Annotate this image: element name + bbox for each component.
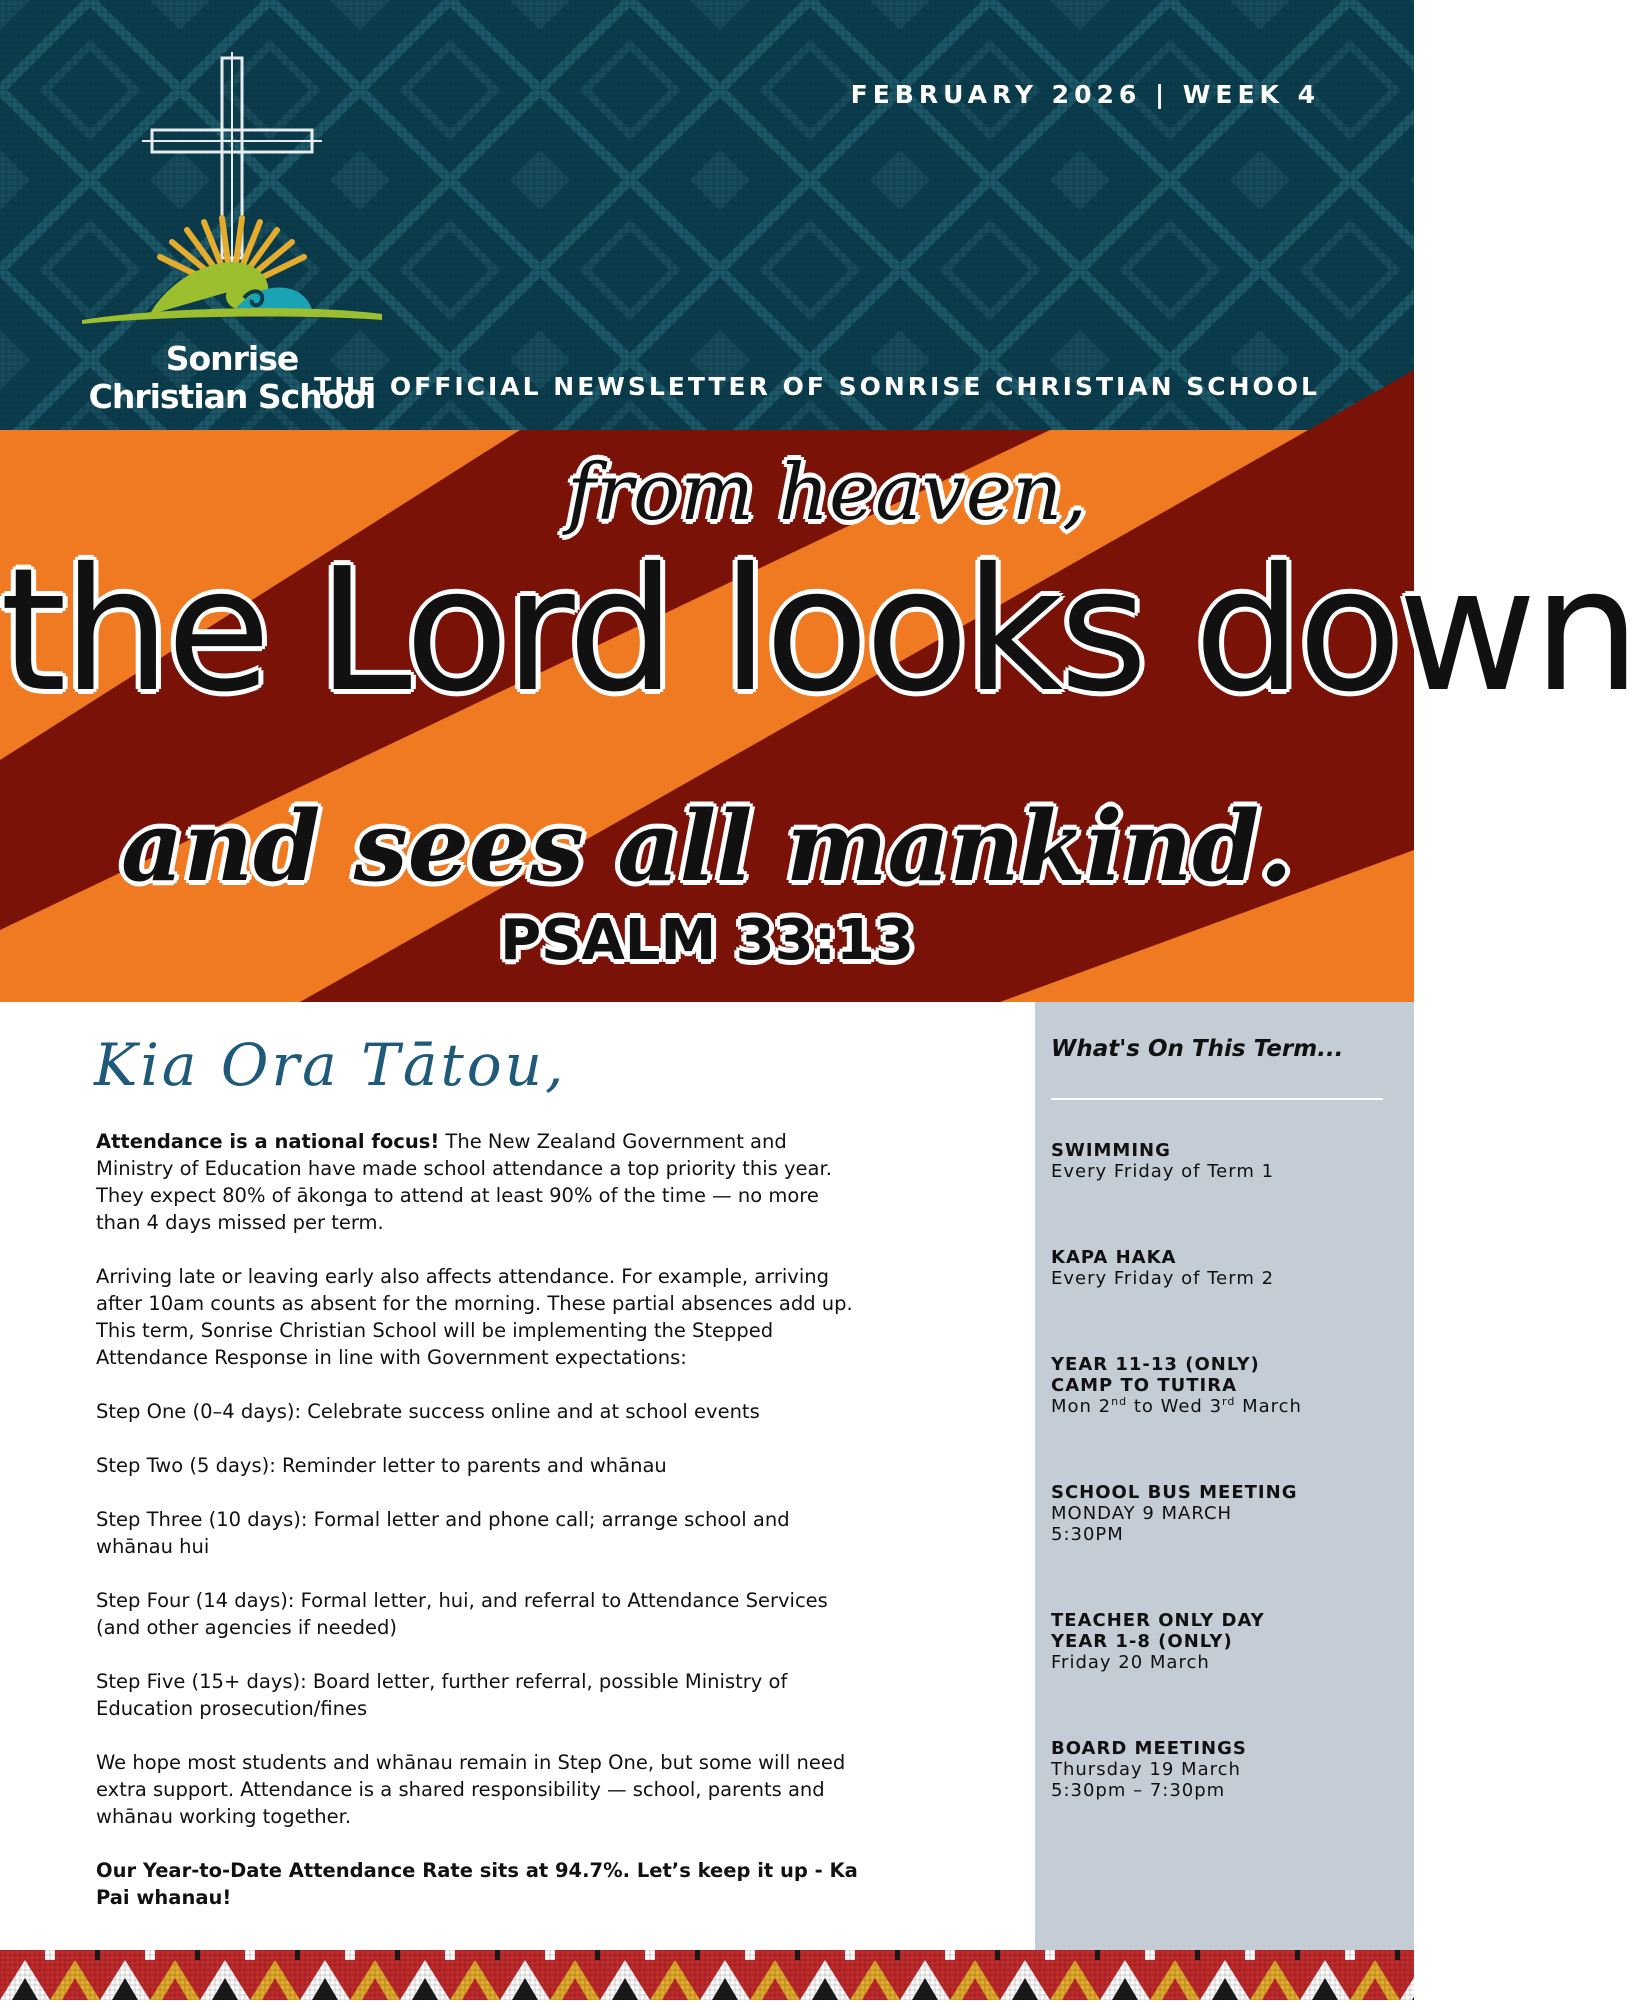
newsletter-header [0,0,1414,430]
event-month: March [1235,1396,1302,1417]
sidebar-title: What's On This Term... [1051,1036,1344,1062]
event-title-2: CAMP TO TUTIRA [1051,1375,1238,1396]
event-title: SWIMMING [1051,1140,1171,1161]
ordinal-suffix: nd [1111,1395,1128,1408]
event-title-2: YEAR 1-8 (ONLY) [1051,1631,1233,1652]
intro-bold-text: Attendance is a national focus! [96,1130,440,1153]
ordinal-suffix: rd [1222,1395,1236,1408]
event-title: YEAR 11-13 (ONLY) [1051,1354,1260,1375]
step-item: Step Five (15+ days): Board letter, further referral, possible Ministry of Education prosecution/fines [96,1670,788,1720]
event-time: 5:30PM [1051,1524,1124,1545]
event-detail: Every Friday of Term 2 [1051,1268,1275,1289]
event-detail: Thursday 19 March [1051,1759,1241,1780]
event-detail: Every Friday of Term 1 [1051,1161,1275,1182]
event-detail: MONDAY 9 MARCH [1051,1503,1233,1524]
scripture-banner [0,430,1637,1002]
banner-scripture-reference: PSALM 33:13 [500,908,914,973]
attendance-rate-bold: Our Year-to-Date Attendance Rate sits at 94.7%. Let’s keep it up - Ka Pai whanau! [96,1859,858,1909]
newsletter-tagline: THE OFFICIAL NEWSLETTER OF SONRISE CHRISTIAN SCHOOL [314,372,1320,401]
event-camp-tutira [1051,1354,1391,1417]
step-item: Step Two (5 days): Reminder letter to parents and whānau [96,1454,667,1477]
event-date-end: to Wed 3 [1127,1396,1223,1417]
main-article [96,1030,866,1938]
event-board-meetings [1051,1738,1391,1801]
event-title: SCHOOL BUS MEETING [1051,1482,1298,1503]
issue-date: FEBRUARY 2026 | WEEK 4 [850,80,1320,109]
support-paragraph: We hope most students and whānau remain in Step One, but some will need extra support. Attendance is a shared responsibility — school, parents and whānau working together. [96,1751,846,1828]
sidebar-divider [1051,1098,1383,1100]
banner-line-2: the Lord looks down [0,532,1637,730]
event-swimming [1051,1140,1391,1182]
banner-line-1: from heaven, [566,448,1088,538]
attendance-paragraph: Arriving late or leaving early also affects attendance. For example, arriving after 10am counts as absent for the morning. These partial absences add up. This term, Sonrise Christian School will be implementing the Stepped Attendance Response in line with Government expectations: [96,1265,853,1369]
event-title: KAPA HAKA [1051,1247,1177,1268]
event-detail: Friday 20 March [1051,1652,1210,1673]
event-kapa-haka [1051,1247,1391,1289]
event-title: BOARD MEETINGS [1051,1738,1247,1759]
event-date-start: Mon 2 [1051,1396,1112,1417]
logo-line-1: Sonrise [165,339,299,378]
footer-taniko-border [0,1950,1414,2000]
logo-line-2: Christian School [88,377,376,416]
event-bus-meeting [1051,1482,1391,1545]
whats-on-sidebar [1035,1002,1414,1950]
step-item: Step Four (14 days): Formal letter, hui, and referral to Attendance Services (and other agencies if needed) [96,1589,828,1639]
event-detail [1051,1396,1391,1417]
step-item: Step Three (10 days): Formal letter and phone call; arrange school and whānau hui [96,1508,790,1558]
event-teacher-only-day [1051,1610,1391,1673]
event-title: TEACHER ONLY DAY [1051,1610,1265,1631]
greeting-heading: Kia Ora Tātou, [94,1031,567,1099]
intro-text: The New Zealand Government and Ministry of Education have made school attendance a top priority this year. They expect 80% of ākonga to attend at least 90% of the time — no more than 4 days missed per term. [96,1130,832,1234]
step-item: Step One (0–4 days): Celebrate success online and at school events [96,1400,760,1423]
footer-pattern [0,1950,1414,2000]
banner-line-3: and sees all mankind. [121,790,1293,903]
attendance-rate-statement [96,1857,866,1911]
intro-paragraph [96,1128,866,1236]
event-time: 5:30pm – 7:30pm [1051,1780,1226,1801]
